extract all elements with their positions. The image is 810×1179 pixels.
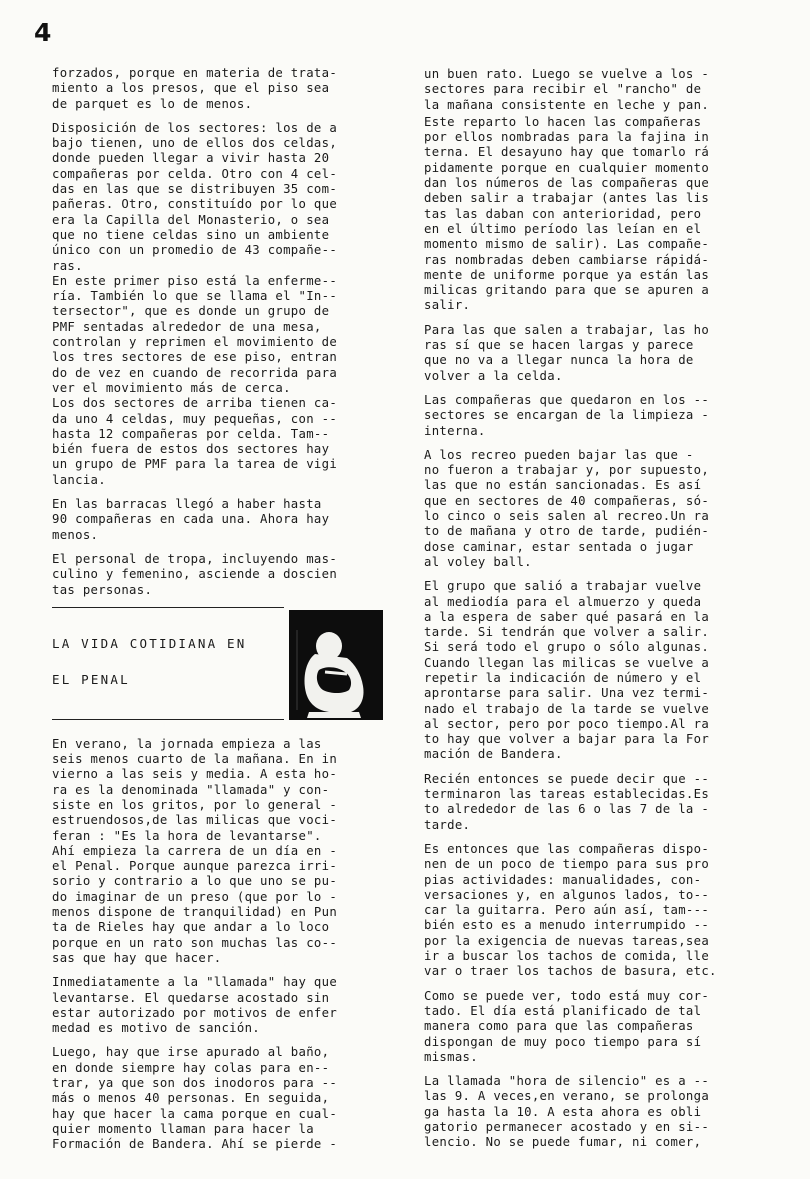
paragraph: Como se puede ver, todo está muy cor- tado. El día está planificado de tal manera como para que las compañeras dispongan de muy poco tiempo para sí mismas. xyxy=(424,988,710,1064)
page-number: 4 xyxy=(34,18,52,47)
paragraph: Los dos sectores de arriba tienen ca- da uno 4 celdas, muy pequeñas, con -- hasta 12 compañeras por celda. Tam-- bién fuera de estos dos sectores hay un grupo de PMF para la tarea de vigi lancia. xyxy=(52,396,338,487)
section-heading-line: LA VIDA COTIDIANA EN xyxy=(52,635,247,651)
paragraph: Para las que salen a trabajar, las ho ras sí que se hacen largas y parece que no va a llegar nunca la hora de volver a la celda. xyxy=(424,322,710,383)
paragraph: En verano, la jornada empieza a las seis menos cuarto de la mañana. En in vierno a las seis y media. A esta ho- ra es la denominada "llamada" y con- siste en los gritos, por lo general - estruendosos,de las milicas que voci- feran : "Es la hora de levantarse". Ahí empieza la carrera de un día en - el Penal. Porque aunque parezca irri- sorio y contrario a lo que uno se pu- do imaginar de un preso (que por lo - menos dispone de tranquilidad) en Pun ta de Rieles hay que andar a lo loco porque en un rato son muchas las co-- sas que hay que hacer. xyxy=(52,736,338,965)
paragraph: En este primer piso está la enferme-- ría. También lo que se llama el "In-- tersector", que es donde un grupo de PMF sentadas alrededor de una mesa, controlan y reprimen el movimiento de los tres sectores de ese piso, entran do de vez en cuando de recorrida para ver el movimiento más de cerca. xyxy=(52,273,338,395)
paragraph: Luego, hay que irse apurado al baño, en donde siempre hay colas para en-- trar, ya que son dos inodoros para -- más o menos 40 personas. En seguida, hay que hacer la cama porque en cual- quier momento llaman para hacer la Formación de Bandera. Ahí se pierde - xyxy=(52,1045,338,1152)
divider xyxy=(52,607,284,608)
left-column xyxy=(52,66,412,1153)
right-column xyxy=(424,67,780,1151)
paragraph: Este reparto lo hacen las compañeras por ellos nombradas para la fajina in terna. El desayuno hay que tomarlo rá pidamente porque en cualquier momento dan los números de las compañeras que deben salir a trabajar (antes las lis tas las daban con anterioridad, pero en el último período las leían en el momento mismo de salir). Las compañe- ras nombradas deben cambiarse rápidá- mente de uniforme porque ya están las milicas gritando para que se apuren a salir. xyxy=(424,114,710,313)
paragraph: La llamada "hora de silencio" es a -- las 9. A veces,en verano, se prolonga ga hasta la 10. A esta ahora es obli gatorio permanecer acostado y en si-- lencio. No se puede fumar, ni comer, xyxy=(424,1074,710,1150)
section-heading-line: EL PENAL xyxy=(52,671,130,687)
paragraph: El grupo que salió a trabajar vuelve al mediodía para el almuerzo y queda a la espera de saber qué pasará en la tarde. Si tendrán que volver a salir. Si será todo el grupo o sólo algunas. Cuando llegan las milicas se vuelve a repetir la indicación de número y el aprontarse para salir. Una vez termi- nado el trabajo de la tarde se vuelve al sector, pero por poco tiempo.Al ra to hay que volver a bajar para la For mación de Bandera. xyxy=(424,579,710,762)
paragraph: Es entonces que las compañeras dispo- nen de un poco de tiempo para sus pro pias actividades: manualidades, con- versaciones y, en algunos lados, to-- car la guitarra. Pero aún así, tam--- bién esto es a menudo interrumpido -- por la exigencia de nuevas tareas,sea ir a buscar los tachos de comida, lle var o traer los tachos de basura, etc. xyxy=(424,841,717,979)
paragraph: Disposición de los sectores: los de a bajo tienen, uno de ellos dos celdas, donde pueden llegar a vivir hasta 20 compañeras por celda. Otro con 4 cel- das en las que se distribuyen 35 com- pañeras. Otro, constituído por lo que era la Capilla del Monasterio, o sea que no tiene celdas sino un ambiente único con un promedio de 43 compañe-- ras. xyxy=(52,120,338,273)
paragraph: un buen rato. Luego se vuelve a los - sectores para recibir el "rancho" de la mañana consistente en leche y pan. xyxy=(424,67,710,112)
paragraph: Las compañeras que quedaron en los -- sectores se encargan de la limpieza - interna. xyxy=(424,392,710,438)
paragraph: Inmediatamente a la "llamada" hay que levantarse. El quedarse acostado sin estar autorizado por motivos de enfer medad es motivo de sanción. xyxy=(52,975,338,1036)
paragraph: El personal de tropa, incluyendo mas- culino y femenino, asciende a doscien tas personas. xyxy=(52,551,338,597)
divider xyxy=(52,719,284,720)
paragraph: En las barracas llegó a haber hasta 90 compañeras en cada una. Ahora hay menos. xyxy=(52,497,330,542)
paragraph: forzados, porque en materia de trata- miento a los presos, que el piso sea de parquet es lo de menos. xyxy=(52,66,338,111)
paragraph: A los recreo pueden bajar las que - no fueron a trabajar y, por supuesto, las que no están sancionadas. Es así que en sectores de 40 compañeras, só- lo cinco o seis salen al recreo.Un ra to de mañana y otro de tarde, pudién- dose caminar, estar sentada o jugar al voley ball. xyxy=(424,447,710,569)
seated-figure-hugging-knees-icon xyxy=(289,610,383,720)
section-heading-block xyxy=(52,607,412,729)
paragraph: Recién entonces se puede decir que -- terminaron las tareas establecidas.Es to alrededor de las 6 o las 7 de la - tarde. xyxy=(424,771,710,832)
